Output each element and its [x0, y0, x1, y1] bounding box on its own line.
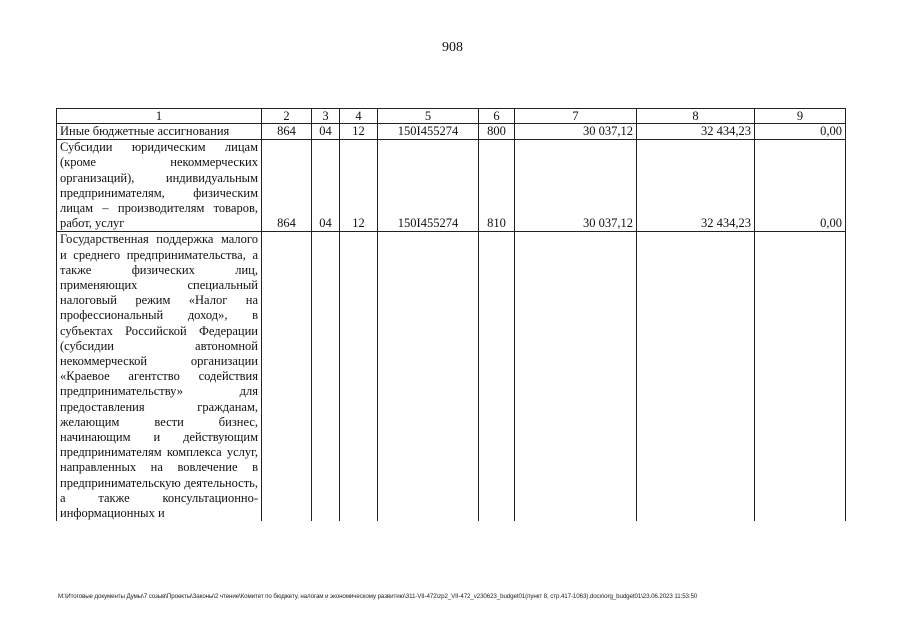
cell-section: 04: [312, 140, 340, 232]
column-header: 5: [378, 109, 479, 124]
cell-expense-type: 810: [479, 140, 515, 232]
table-row: [57, 140, 846, 232]
cell-ministry-code: 864: [262, 124, 312, 140]
cell-amount-col9: 0,00: [755, 124, 846, 140]
column-header: 6: [479, 109, 515, 124]
cell-amount-col8: 32 434,23: [637, 140, 755, 232]
cell-subsection: [340, 232, 378, 521]
cell-target-article: [378, 232, 479, 521]
cell-amount-col7: 30 037,12: [515, 140, 637, 232]
cell-section: [312, 232, 340, 521]
row-name: Иные бюджетные ассигнования: [57, 124, 262, 140]
cell-subsection: 12: [340, 124, 378, 140]
table-header-row: [57, 109, 846, 124]
footer-file-path: M:\Итоговые документы Думы\7 созыв\Проекты\Законы\2 чтение\Комитет по бюджету, налогам и экономическому развитию\311-VII-472\zp2_VII-472_v230623_budget01(пункт 8, стр.417-1063).docx\org_budget01\23.06.2023 11:53:50: [58, 593, 698, 600]
cell-target-article: 150I455274: [378, 140, 479, 232]
budget-table: [56, 108, 846, 521]
cell-subsection: 12: [340, 140, 378, 232]
cell-amount-col7: [515, 232, 637, 521]
cell-ministry-code: [262, 232, 312, 521]
column-header: 1: [57, 109, 262, 124]
column-header: 8: [637, 109, 755, 124]
table-row: [57, 232, 846, 521]
cell-amount-col8: [637, 232, 755, 521]
cell-ministry-code: 864: [262, 140, 312, 232]
row-name: Субсидии юридическим лицам (кроме некоммерческих организаций), индивидуальным предпринимателям, физическим лицам – производителям товаров, работ, услуг: [57, 140, 262, 232]
column-header: 3: [312, 109, 340, 124]
cell-section: 04: [312, 124, 340, 140]
column-header: 4: [340, 109, 378, 124]
table-row: [57, 124, 846, 140]
column-header: 7: [515, 109, 637, 124]
cell-amount-col9: [755, 232, 846, 521]
cell-target-article: 150I455274: [378, 124, 479, 140]
cell-amount-col9: 0,00: [755, 140, 846, 232]
row-name: Государственная поддержка малого и среднего предпринимательства, а также физических лиц, применяющих специальный налоговый режим «Налог на профессиональный доход», в субъектах Российской Федерации (субсидии автономной некоммерческой организации «Краевое агентство содействия предпринимательству» для предоставления гражданам, желающим вести бизнес, начинающим и действующим предпринимателям комплекса услуг, направленных на вовлечение в предпринимательскую деятельность, а также консультационно-информационных и: [57, 232, 262, 521]
column-header: 9: [755, 109, 846, 124]
cell-expense-type: [479, 232, 515, 521]
column-header: 2: [262, 109, 312, 124]
page-number: 908: [442, 40, 463, 55]
cell-expense-type: 800: [479, 124, 515, 140]
cell-amount-col8: 32 434,23: [637, 124, 755, 140]
cell-amount-col7: 30 037,12: [515, 124, 637, 140]
